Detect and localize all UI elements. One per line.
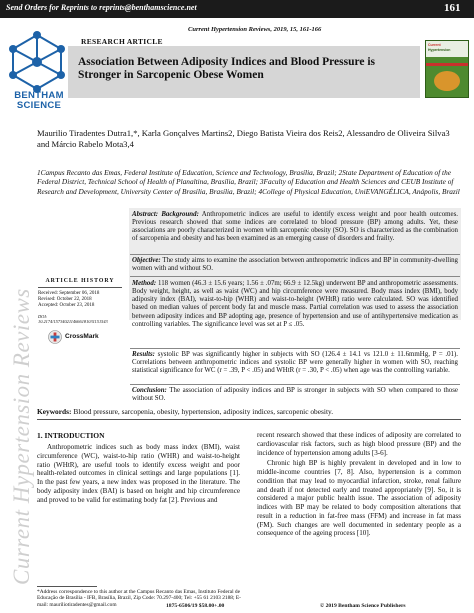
- publisher-name-line2: SCIENCE: [16, 100, 62, 111]
- intro-paragraph: Anthropometric indices such as body mass index (BMI), waist circumference (WC), waist-to-hip ratio (WHR) and waist-to-height ratio (WHtR), are useful tools to identify excess weight and poor health-related outcomes in clinical settings and large populations [1]. In the past few years, a new index was proposed in the literature. The body adiposity index (BAI) is based on height and hip circumference and proved to be valid for estimating body fat [2]. Previous and: [37, 443, 240, 504]
- crossmark-icon[interactable]: [48, 330, 62, 344]
- results-label: Results:: [132, 351, 155, 358]
- keywords-divider: [37, 419, 461, 420]
- body-column-right: [257, 431, 461, 538]
- revised-date: Revised: October 22, 2018: [38, 297, 92, 303]
- keywords: [37, 407, 461, 416]
- abstract-background: [132, 211, 458, 244]
- body-column-left: [37, 443, 240, 504]
- author-list: Maurilio Tiradentes Dutra1,*, Karla Gonçalves Martins2, Diego Batista Vieira dos Reis2, Alessandro de Oliveira Silva3 and Márcio Rabelo Mota3,4: [37, 128, 450, 149]
- objective-label: Objective:: [132, 257, 161, 264]
- background-label: Abstract: Background:: [132, 211, 199, 218]
- page-number: 161: [444, 2, 461, 14]
- abstract-divider: [130, 348, 460, 349]
- keywords-label: Keywords:: [37, 407, 72, 416]
- journal-citation: Current Hypertension Reviews, 2019, 15, 161-166: [188, 26, 322, 33]
- correspondence-footnote: *Address correspondence to this author at the Campus Recanto das Emas, Instituto Federal de Educação de Brasília - IFB, Brasília, Brazil, Zip Code: 70.297-400; Tel: +55 61 2103 2188; E-mail: mauriliotiradentes@gmail.com: [37, 589, 241, 608]
- cover-subtitle: Hypertension: [428, 48, 451, 52]
- copyright-line: © 2019 Bentham Science Publishers: [320, 603, 406, 609]
- intro-paragraph-continued: recent research showed that these indices of adiposity are correlated to cardiovascular risk factors, such as high blood pressure (BP) and the incidence of hypertension among adults [3-6].: [257, 431, 461, 457]
- background-text: Anthropometric indices are useful to identify excess weight and poor health outcomes. Previous research showed that some indices are correlated to blood pressure (BP) among adults. Yet, these associations are poorly characterized in women with sarcopenic obesity (SO). SO is characterized as the combination of sarcopenia and obesity and has been examined as an emerging cause of disorders and frailty.: [132, 211, 459, 243]
- abstract-divider: [130, 276, 460, 277]
- objective-text: The study aims to examine the association between anthropometric indices and BP in community-dwelling women with and without SO.: [132, 257, 458, 273]
- issn-line: 1875-6506/19 $58.00+.00: [166, 603, 225, 609]
- doi-block: [38, 314, 126, 325]
- abstract-results: [132, 351, 458, 375]
- method-text: 118 women (46.3 ± 15.6 years; 1.56 ± .07m; 66.9 ± 12.5kg) underwent BP and anthropometric assessments. Body weight, height, as well as waist (WC) and hip circumference were measured. Body mass index (BMI), body adiposity index (BAI), waist-to-hip (WHR) and waist-to-height (WHtR) ratio were calculated. SO was identified based on median values of percent body fat and muscle mass. Partial correlation was used to assess the association between adiposity indices and BP adopting age, presence of hypertension and use of antihypertensive medication as controlling variables. The significance level was set at P ≤ .05.: [132, 280, 458, 328]
- abstract-method: [132, 280, 458, 329]
- keywords-text: Blood pressure, sarcopenia, obesity, hypertension, adiposity indices, sarcopenic obesity.: [73, 407, 334, 416]
- method-label: Method:: [132, 280, 157, 287]
- article-type-label: RESEARCH ARTICLE: [81, 37, 163, 46]
- doi-label: DOI:: [38, 314, 48, 319]
- publisher-name-line1: BENTHAM: [14, 90, 64, 101]
- intro-paragraph-2: Chronic high BP is highly prevalent in developed and in low to middle-income countries [7, 8]. Also, hypertension is a common condition that may lead to myocardial infarction, stroke, renal failure and death if not detected early and treated appropriately [9]. So, it is considered a major public health issue. The association of adiposity indices with BP may be related to body composition alterations that result in a reduction in fat-free mass (FFM) and increase in fat mass (FM). Such changes are well documented in sedentary people as a consequence of the ageing process [10].: [257, 459, 461, 538]
- abstract-divider: [130, 254, 460, 255]
- journal-side-watermark: Current Hypertension Reviews: [9, 288, 34, 585]
- footnote-divider: [37, 586, 97, 587]
- results-text: systolic BP was significantly higher in subjects with SO (126.4 ± 14.1 vs 121.0 ± 11.6mmHg, P = .01). Correlations between anthropometric indices and systolic BP were generally higher in women with SO, reaching statistical significance for WC (r = .39, P < .05) and WHtR (r = .30, P < .05) when age was the controlling variable.: [132, 351, 458, 375]
- reprints-notice: Send Orders for Reprints to reprints@benthamscience.net: [6, 3, 197, 12]
- conclusion-text: The association of adiposity indices and BP is stronger in subjects with SO when compared to those without SO.: [132, 387, 458, 403]
- doi-link[interactable]: 10.2174/1573402114666181031151543: [38, 319, 108, 325]
- affiliations: 1Campus Recanto das Emas, Federal Institute of Education, Science and Technology, Brasília, Brazil; 2State Department of Education of the Federal District, Technical School of Health of Planaltina, Brasília, Brazil; 3Faculty of Education and Health Sciences and CEUB Institute of Research and Development, University Center of Brasília, Brasília, Brazil; 4College of Physical Education, UniEVANGÉLICA, Anápolis, Brazil: [37, 168, 460, 196]
- accepted-date: Accepted: October 23, 2018: [38, 303, 95, 309]
- crossmark-label[interactable]: CrossMark: [65, 333, 99, 340]
- article-history-dates: [38, 291, 122, 310]
- abstract-objective: [132, 257, 458, 273]
- conclusion-label: Conclusion:: [132, 387, 167, 394]
- bentham-logo-icon: [6, 31, 68, 93]
- abstract-conclusion: [132, 387, 458, 403]
- cover-title: Current: [428, 43, 441, 47]
- history-divider: [38, 287, 122, 288]
- section-heading-introduction: 1. INTRODUCTION: [37, 431, 105, 440]
- article-title: Association Between Adiposity Indices and Blood Pressure is Stronger in Sarcopenic Obese Women: [78, 56, 376, 81]
- publisher-name: [7, 91, 71, 111]
- cover-band: [426, 63, 468, 66]
- abstract-divider: [130, 384, 460, 385]
- cover-illustration: [434, 71, 460, 91]
- journal-cover-image: [425, 40, 469, 98]
- article-history-heading: ARTICLE HISTORY: [45, 278, 115, 284]
- received-date: Received: September 06, 2018: [38, 291, 100, 296]
